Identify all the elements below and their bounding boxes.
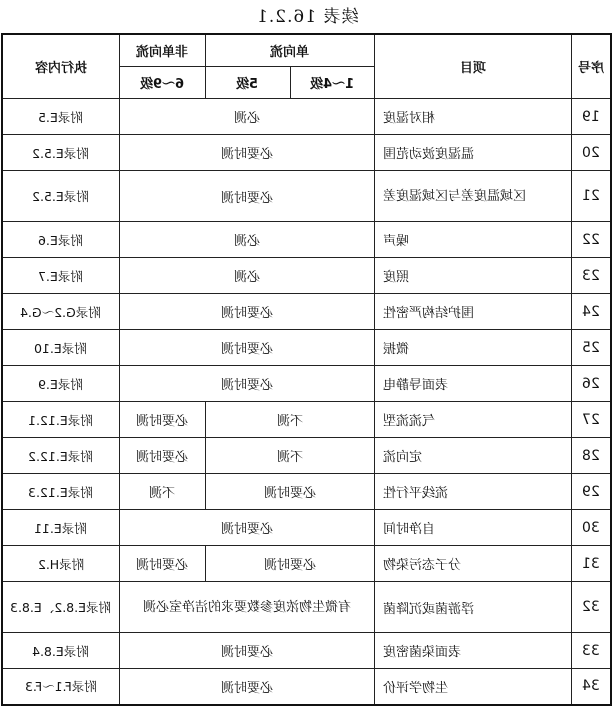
ref-cell: 附录E.9: [2, 366, 119, 402]
header-grade-5: 5级: [205, 67, 290, 99]
value-cell: 必测: [119, 258, 374, 294]
seq-cell: 26: [571, 366, 611, 402]
seq-cell: 20: [571, 135, 611, 171]
value-cell: 必测: [119, 99, 374, 135]
value-cell: 必测: [119, 222, 374, 258]
item-cell: 围护结构严密性: [374, 294, 571, 330]
table-row: [2, 669, 611, 705]
ref-cell: 附录E.10: [2, 330, 119, 366]
header-non-unidirectional: 非单向流: [119, 34, 205, 67]
ref-cell: 附录E.12.2: [2, 438, 119, 474]
header-item: 项目: [374, 34, 571, 99]
table-title-text: 续表 16.2.1: [255, 7, 359, 27]
value-cell: 必要时测: [119, 669, 374, 705]
value-cell-non-unidirectional: 必要时测: [119, 402, 205, 438]
table-row: [2, 633, 611, 669]
value-cell-non-unidirectional: 必要时测: [119, 438, 205, 474]
table-title: [0, 2, 614, 32]
ref-cell: 附录E.5.2: [2, 171, 119, 222]
seq-cell: 21: [571, 171, 611, 222]
ref-cell: 附录E.5.2: [2, 135, 119, 171]
ref-cell: 附录E.8.2、E.8.3: [2, 582, 119, 633]
seq-cell: 22: [571, 222, 611, 258]
seq-cell: 19: [571, 99, 611, 135]
item-cell: 定向流: [374, 438, 571, 474]
item-cell: 相对湿度: [374, 99, 571, 135]
seq-cell: 29: [571, 474, 611, 510]
seq-cell: 33: [571, 633, 611, 669]
value-cell: 必要时测: [119, 135, 374, 171]
value-cell-unidirectional: 必要时测: [205, 546, 374, 582]
table-row: [2, 222, 611, 258]
header-seq: 序号: [571, 34, 611, 99]
table-row: [2, 366, 611, 402]
ref-cell: 附录E.11: [2, 510, 119, 546]
spec-table: [1, 33, 612, 706]
seq-cell: 23: [571, 258, 611, 294]
item-cell: 微振: [374, 330, 571, 366]
seq-cell: 31: [571, 546, 611, 582]
value-cell: 必要时测: [119, 366, 374, 402]
seq-cell: 27: [571, 402, 611, 438]
value-cell-non-unidirectional: 必要时测: [119, 546, 205, 582]
table-row: [2, 294, 611, 330]
header-execution: 执行内容: [2, 34, 119, 99]
table-row: [2, 258, 611, 294]
table-row: [2, 135, 611, 171]
header-grade-6-9: 6～9级: [119, 67, 205, 99]
item-cell: 自净时间: [374, 510, 571, 546]
seq-cell: 34: [571, 669, 611, 705]
value-cell: 必要时测: [119, 510, 374, 546]
item-cell: 表面导静电: [374, 366, 571, 402]
item-cell: 气流流型: [374, 402, 571, 438]
value-cell: 必要时测: [119, 294, 374, 330]
value-cell-unidirectional: 不测: [205, 438, 374, 474]
seq-cell: 30: [571, 510, 611, 546]
ref-cell: 附录G.2～G.4: [2, 294, 119, 330]
ref-cell: 附录F.1～F.3: [2, 669, 119, 705]
value-cell-non-unidirectional: 不测: [119, 474, 205, 510]
table-row: [2, 474, 611, 510]
item-cell: 流线平行性: [374, 474, 571, 510]
seq-cell: 25: [571, 330, 611, 366]
item-cell: 噪声: [374, 222, 571, 258]
item-cell: 区域温度差与区域湿度差: [374, 171, 571, 222]
value-cell: 有微生物浓度参数要求的洁净室必测: [119, 582, 374, 633]
table-row: [2, 99, 611, 135]
value-cell: 必要时测: [119, 633, 374, 669]
value-cell-unidirectional: 必要时测: [205, 474, 374, 510]
value-cell: 必要时测: [119, 171, 374, 222]
table-container: [1, 33, 610, 703]
value-cell-unidirectional: 不测: [205, 402, 374, 438]
ref-cell: 附录H.2: [2, 546, 119, 582]
ref-cell: 附录E.7: [2, 258, 119, 294]
item-cell: 温湿度波动范围: [374, 135, 571, 171]
item-cell: 表面染菌密度: [374, 633, 571, 669]
ref-cell: 附录E.6: [2, 222, 119, 258]
table-row: [2, 171, 611, 222]
item-cell: 分子态污染物: [374, 546, 571, 582]
header-unidirectional: 单向流: [205, 34, 374, 67]
table-row: [2, 510, 611, 546]
ref-cell: 附录E.5: [2, 99, 119, 135]
table-row: [2, 330, 611, 366]
table-row: [2, 438, 611, 474]
ref-cell: 附录E.12.3: [2, 474, 119, 510]
table-row: [2, 402, 611, 438]
ref-cell: 附录E.8.4: [2, 633, 119, 669]
seq-cell: 32: [571, 582, 611, 633]
item-cell: 照度: [374, 258, 571, 294]
table-row: [2, 546, 611, 582]
table-row: [2, 582, 611, 633]
header-grade-1-4: 1～4级: [290, 67, 374, 99]
seq-cell: 28: [571, 438, 611, 474]
seq-cell: 24: [571, 294, 611, 330]
value-cell: 必要时测: [119, 330, 374, 366]
ref-cell: 附录E.12.1: [2, 402, 119, 438]
item-cell: 浮游菌或沉降菌: [374, 582, 571, 633]
item-cell: 生物学评价: [374, 669, 571, 705]
